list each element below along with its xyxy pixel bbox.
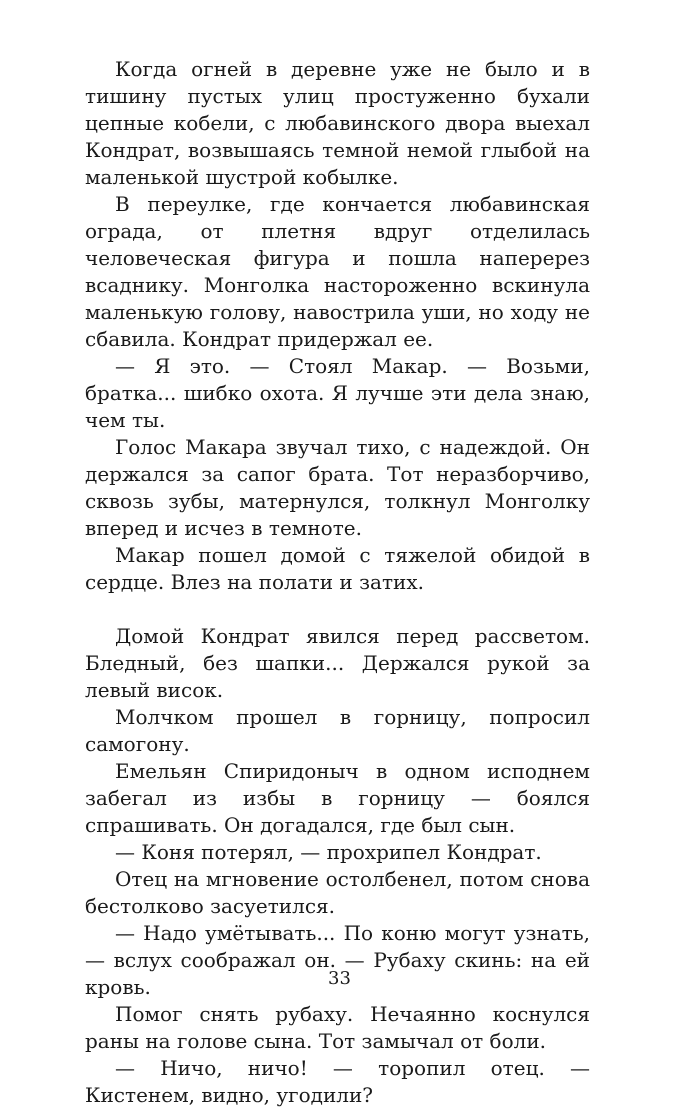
paragraph: Помог снять рубаху. Нечаянно коснулся раны на голове сына. Тот замычал от боли.	[85, 1002, 590, 1053]
paragraph: Отец на мгновение остолбенел, потом снова бестолково засуетился.	[85, 867, 590, 918]
paragraph: Голос Макара звучал тихо, с надеждой. Он держался за сапог брата. Тот неразборчиво, сквозь зубы, матернулся, толкнул Монголку вперед и исчез в темноте.	[85, 435, 590, 540]
paragraph: — Я это. — Стоял Макар. — Возьми, братка... шибко охота. Я лучше эти дела знаю, чем ты.	[85, 354, 590, 432]
paragraph: — Коня потерял, — прохрипел Кондрат.	[115, 840, 542, 864]
paragraph: Молчком прошел в горницу, попросил самогону.	[85, 705, 590, 756]
paragraph: Емельян Спиридоныч в одном исподнем забегал из избы в горницу — боялся спрашивать. Он догадался, где был сын.	[85, 759, 590, 837]
paragraph: Макар пошел домой с тяжелой обидой в сердце. Влез на полати и затих.	[85, 543, 590, 594]
paragraph: — Ничо, ничо! — торопил отец. — Кистенем, видно, угодили?	[85, 1056, 590, 1107]
section-break	[85, 596, 590, 623]
paragraph: В переулке, где кончается любавинская ограда, от плетня вдруг отделилась человеческая фигура и пошла наперерез всаднику. Монголка настороженно вскинула маленькую голову, навострила уши, но ходу не сбавила. Кондрат придержал ее.	[85, 192, 590, 351]
page-number: 33	[328, 968, 351, 989]
book-page-text	[85, 56, 590, 1109]
paragraph: Когда огней в деревне уже не было и в тишину пустых улиц простуженно бухали цепные кобели, с любавинского двора выехал Кондрат, возвышаясь темной немой глыбой на маленькой шустрой кобылке.	[85, 57, 590, 189]
paragraph: — Надо умётывать... По коню могут узнать, — вслух соображал он. — Рубаху скинь: на ей кровь.	[85, 921, 590, 999]
paragraph: Домой Кондрат явился перед рассветом. Бледный, без шапки... Держался рукой за левый висок.	[85, 624, 590, 702]
